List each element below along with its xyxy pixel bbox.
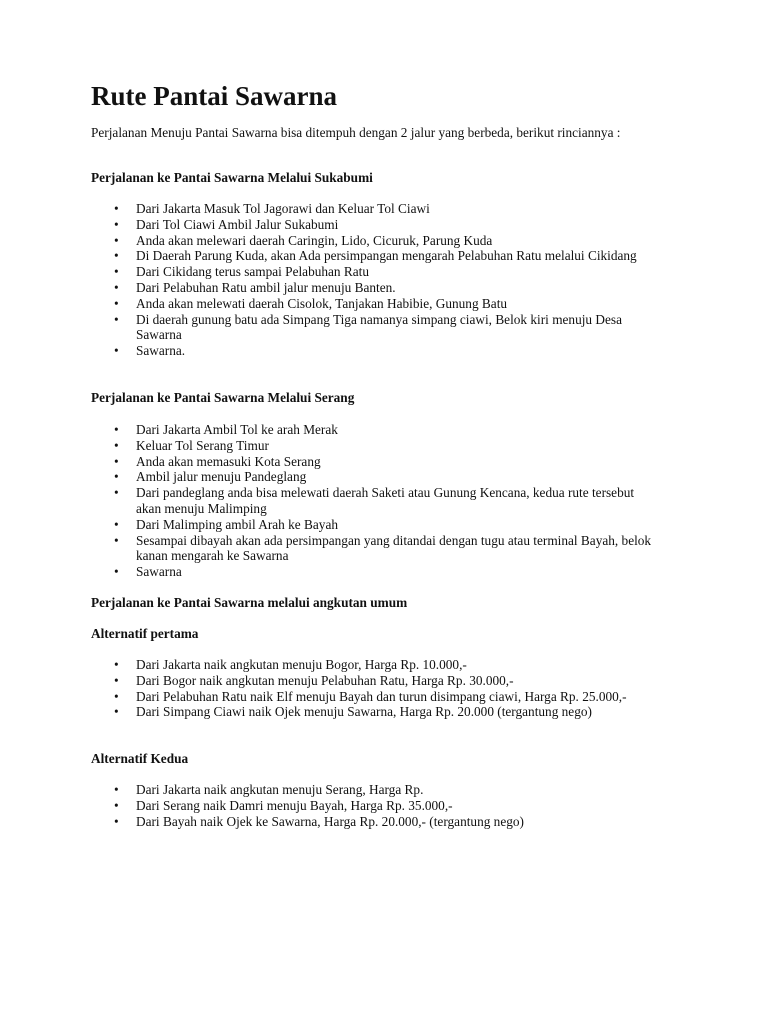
list-item-text: Anda akan melewati daerah Cisolok, Tanjakan Habibie, Gunung Batu	[136, 295, 508, 311]
alternative-heading-second: Alternatif Kedua	[91, 751, 189, 766]
list-item	[91, 564, 661, 580]
bullet-icon: •	[114, 672, 119, 688]
list-item	[91, 422, 661, 438]
list-item-text: Sawarna	[136, 564, 182, 580]
list-item	[91, 280, 661, 296]
list-item-text: Dari Jakarta naik angkutan menuju Bogor, Harga Rp. 10.000,-	[136, 657, 467, 672]
bullet-icon: •	[114, 564, 119, 580]
list-item-text: Sawarna.	[136, 343, 186, 359]
bullet-icon: •	[114, 453, 119, 469]
list-item	[91, 438, 661, 454]
list-item-text: Dari Jakarta Masuk Tol Jagorawi dan Keluar Tol Ciawi	[136, 201, 430, 216]
bullet-icon: •	[114, 797, 119, 813]
list-item-text: Dari Bayah naik Ojek ke Sawarna, Harga Rp. 20.000,- (tergantung nego)	[136, 813, 524, 829]
list-item	[91, 782, 661, 798]
bullet-icon: •	[114, 469, 119, 485]
list-item-text: Dari pandeglang anda bisa melewati daerah Saketi atau Gunung Kencana, kedua rute tersebut akan menuju Malimping	[136, 485, 635, 516]
section-heading-public-transport: Perjalanan ke Pantai Sawarna melalui angkutan umum	[91, 595, 408, 610]
bullet-icon: •	[114, 532, 119, 548]
list-item	[91, 454, 661, 470]
list-item	[91, 217, 661, 233]
list-item-text: Dari Serang naik Damri menuju Bayah, Harga Rp. 35.000,-	[136, 797, 453, 813]
alternative-heading-first: Alternatif pertama	[91, 626, 199, 641]
list-item	[91, 264, 661, 280]
list-item	[91, 814, 661, 830]
list-item-text: Dari Pelabuhan Ratu ambil jalur menuju Banten.	[136, 279, 396, 295]
bullet-icon: •	[114, 782, 119, 797]
list-item	[91, 704, 661, 720]
bullet-icon: •	[114, 279, 119, 295]
page-title: Rute Pantai Sawarna	[91, 81, 338, 111]
intro-paragraph: Perjalanan Menuju Pantai Sawarna bisa ditempuh dengan 2 jalur yang berbeda, berikut rinciannya :	[91, 125, 621, 140]
bullet-icon: •	[114, 248, 119, 264]
list-item-text: Dari Cikidang terus sampai Pelabuhan Ratu	[136, 264, 370, 280]
list-item	[91, 517, 661, 533]
list-item	[91, 469, 661, 485]
route-list-sukabumi	[91, 201, 661, 359]
route-list-alternative-first	[91, 657, 661, 720]
bullet-icon: •	[114, 688, 119, 704]
section-heading-sukabumi: Perjalanan ke Pantai Sawarna Melalui Sukabumi	[91, 170, 373, 185]
list-item-text: Anda akan melewari daerah Caringin, Lido, Cicuruk, Parung Kuda	[136, 232, 493, 248]
list-item-text: Dari Tol Ciawi Ambil Jalur Sukabumi	[136, 216, 339, 232]
list-item	[91, 689, 661, 705]
list-item	[91, 673, 661, 689]
bullet-icon: •	[114, 311, 119, 327]
list-item	[91, 657, 661, 673]
list-item-text: Ambil jalur menuju Pandeglang	[136, 469, 307, 485]
list-item-text: Anda akan memasuki Kota Serang	[136, 453, 321, 469]
bullet-icon: •	[114, 516, 119, 532]
bullet-icon: •	[114, 485, 119, 501]
list-item	[91, 312, 661, 344]
bullet-icon: •	[114, 216, 119, 232]
route-list-alternative-second	[91, 782, 661, 829]
list-item	[91, 485, 661, 517]
list-item-text: Sesampai dibayah akan ada persimpangan yang ditandai dengan tugu atau terminal Bayah, belok kanan mengarah ke Sawarna	[136, 532, 652, 564]
bullet-icon: •	[114, 343, 119, 359]
bullet-icon: •	[114, 295, 119, 311]
list-item	[91, 533, 661, 565]
bullet-icon: •	[114, 813, 119, 829]
list-item-text: Di Daerah Parung Kuda, akan Ada persimpangan mengarah Pelabuhan Ratu melalui Cikidang	[136, 248, 637, 264]
bullet-icon: •	[114, 657, 119, 672]
list-item-text: Di daerah gunung batu ada Simpang Tiga namanya simpang ciawi, Belok kiri menuju Desa Sawarna	[136, 311, 622, 343]
section-heading-serang: Perjalanan ke Pantai Sawarna Melalui Serang	[91, 390, 355, 405]
list-item	[91, 248, 661, 264]
bullet-icon: •	[114, 437, 119, 453]
list-item-text: Dari Pelabuhan Ratu naik Elf menuju Bayah dan turun disimpang ciawi, Harga Rp. 25.000,-	[136, 688, 627, 704]
bullet-icon: •	[114, 232, 119, 248]
list-item	[91, 798, 661, 814]
list-item-text: Dari Jakarta Ambil Tol ke arah Merak	[136, 422, 338, 437]
list-item	[91, 201, 661, 217]
list-item-text: Dari Jakarta naik angkutan menuju Serang, Harga Rp.	[136, 782, 424, 797]
list-item	[91, 296, 661, 312]
list-item	[91, 233, 661, 249]
list-item-text: Dari Bogor naik angkutan menuju Pelabuhan Ratu, Harga Rp. 30.000,-	[136, 672, 514, 688]
list-item-text: Dari Simpang Ciawi naik Ojek menuju Sawarna, Harga Rp. 20.000 (tergantung nego)	[136, 704, 592, 720]
list-item	[91, 343, 661, 359]
bullet-icon: •	[114, 422, 119, 437]
list-item-text: Dari Malimping ambil Arah ke Bayah	[136, 516, 338, 532]
bullet-icon: •	[114, 201, 119, 216]
list-item-text: Keluar Tol Serang Timur	[136, 437, 269, 453]
route-list-serang	[91, 422, 661, 580]
bullet-icon: •	[114, 704, 119, 720]
bullet-icon: •	[114, 264, 119, 280]
